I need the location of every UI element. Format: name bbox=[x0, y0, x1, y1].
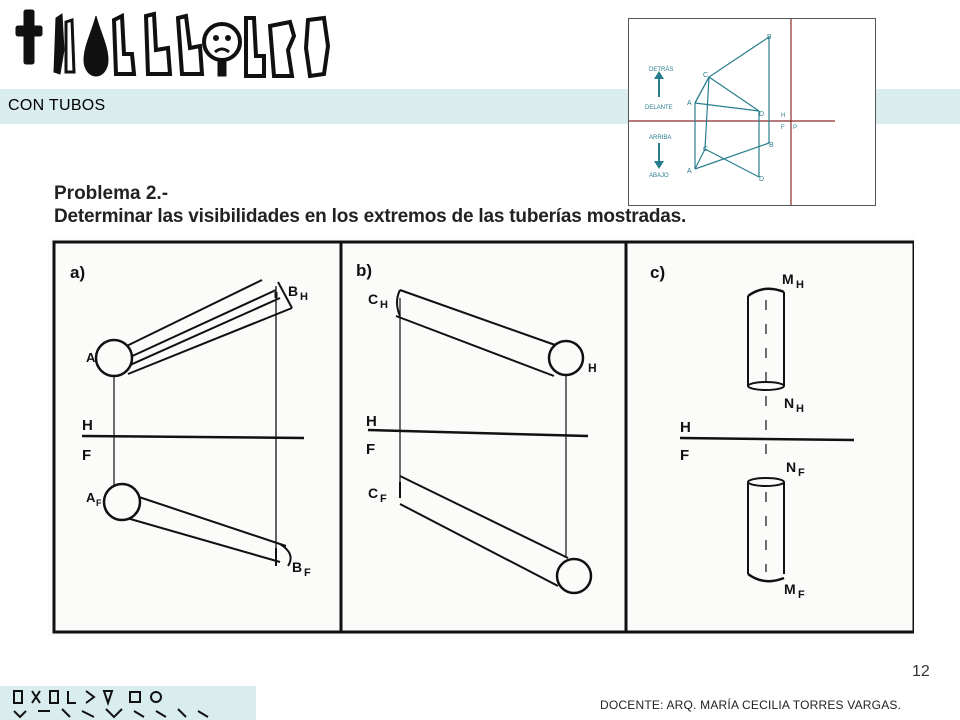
problem-heading: Problema 2.- bbox=[54, 183, 169, 204]
panel-c-label-m-top: M bbox=[782, 271, 794, 287]
panel-a-label-b-top: B bbox=[288, 283, 299, 299]
inset-label-p: P bbox=[793, 125, 798, 131]
inset-label-arriba: ARRIBA bbox=[649, 135, 672, 141]
inset-label-a-top: A bbox=[687, 100, 692, 107]
panel-c-label-f: F bbox=[680, 447, 690, 464]
inset-label-c-top: C bbox=[703, 72, 709, 79]
panel-c-label-n-bottom-sub: F bbox=[798, 467, 805, 479]
panel-c-label-n-top-sub: H bbox=[796, 403, 804, 415]
panel-c-label-m-bottom: M bbox=[784, 581, 796, 597]
panel-a-label-b-top-sub: H bbox=[300, 291, 308, 303]
docente-credit: DOCENTE: ARQ. MARÍA CECILIA TORRES VARGAS. bbox=[600, 698, 902, 712]
section-subtitle: CON TUBOS bbox=[8, 97, 106, 114]
panel-a-label-b-bottom-sub: F bbox=[304, 567, 311, 579]
panel-c-label-h: H bbox=[680, 419, 691, 436]
panel-a-label-b-bottom: B bbox=[292, 559, 303, 575]
panel-a-label: a) bbox=[70, 263, 86, 282]
inset-label-h: H bbox=[781, 113, 786, 119]
inset-label-d-bottom: D bbox=[759, 176, 765, 183]
panel-a-label-h: H bbox=[82, 417, 93, 434]
panel-c-label-m-top-sub: H bbox=[796, 279, 804, 291]
panel-b-label-c-bottom: C bbox=[368, 485, 379, 501]
panel-a-label-a-top: A bbox=[86, 350, 96, 365]
inset-label-detras: DETRÁS bbox=[649, 67, 674, 73]
inset-label-b-top: B bbox=[767, 34, 772, 41]
decorative-title-glyphs bbox=[10, 4, 340, 84]
panel-a-label-f: F bbox=[82, 447, 92, 464]
inset-label-d-top: D bbox=[759, 111, 765, 118]
inset-label-f: F bbox=[781, 125, 785, 131]
panel-b-label-f: F bbox=[366, 441, 376, 458]
page-number: 12 bbox=[912, 663, 930, 680]
inset-label-a-bottom: A bbox=[687, 168, 692, 175]
footer-decorative-glyphs bbox=[10, 689, 250, 719]
panel-c-label-m-bottom-sub: F bbox=[798, 589, 805, 601]
inset-projections bbox=[695, 37, 769, 177]
panel-b-label-c-top-sub: H bbox=[380, 299, 388, 311]
inset-direction-arrows bbox=[654, 71, 664, 169]
inset-label-b-bottom: B bbox=[769, 142, 774, 149]
inset-label-abajo: ABAJO bbox=[649, 173, 669, 179]
panel-b-label-h-right: H bbox=[588, 361, 597, 375]
panel-a-label-a-bottom-sub: F bbox=[96, 498, 102, 508]
panel-c-label-n-bottom: N bbox=[786, 459, 797, 475]
panel-b-label-c-bottom-sub: F bbox=[380, 493, 387, 505]
panel-b-label-h: H bbox=[366, 413, 377, 430]
panel-b-label: b) bbox=[356, 261, 373, 280]
inset-label-c-bottom: C bbox=[703, 146, 709, 153]
panel-a-label-a-bottom: A bbox=[86, 490, 96, 505]
inset-label-delante: DELANTE bbox=[645, 105, 673, 111]
problem-statement: Determinar las visibilidades en los extremos de las tuberías mostradas. bbox=[54, 206, 687, 227]
panel-c-label-n-top: N bbox=[784, 395, 795, 411]
problem-figure bbox=[48, 236, 914, 636]
panel-c-label: c) bbox=[650, 263, 666, 282]
reference-inset-diagram bbox=[628, 18, 876, 206]
panel-b-label-c-top: C bbox=[368, 291, 379, 307]
